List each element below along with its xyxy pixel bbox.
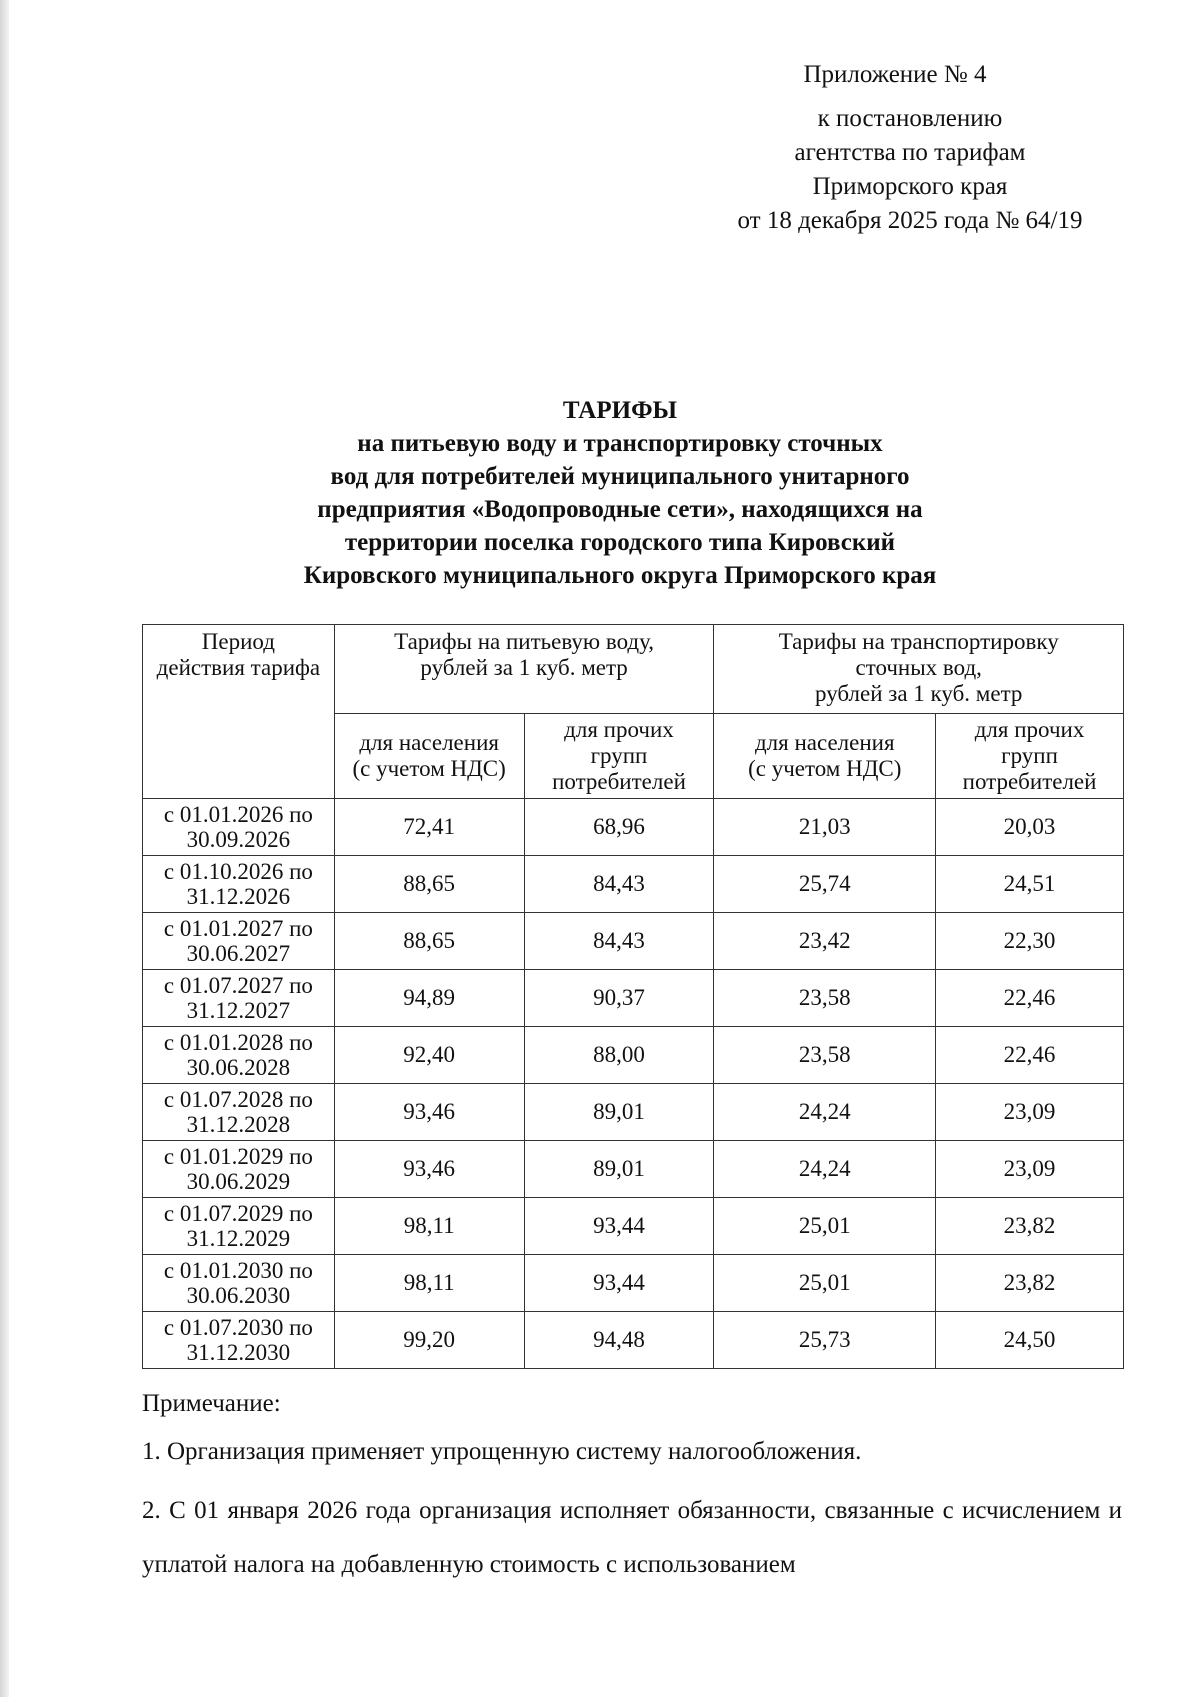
tariffs-table bbox=[142, 624, 1124, 1369]
subheader-other: для прочих групп потребителей bbox=[524, 714, 714, 799]
header-period: Период действия тарифа bbox=[143, 625, 335, 799]
appendix-line: агентства по тарифам bbox=[794, 139, 1026, 166]
header-drinking-water: Тарифы на питьевую воду, рублей за 1 куб. метр bbox=[334, 625, 714, 714]
tariff-cell: 23,58 bbox=[714, 1027, 936, 1084]
subheader-other: для прочих групп потребителей bbox=[936, 714, 1124, 799]
title-line: вод для потребителей муниципального унитарного bbox=[330, 463, 910, 490]
table-row bbox=[143, 1255, 1124, 1312]
tariff-cell: 25,74 bbox=[714, 856, 936, 913]
notes-heading: Примечание: bbox=[142, 1390, 281, 1417]
table-row bbox=[143, 1027, 1124, 1084]
appendix-line: к постановлению bbox=[817, 105, 1003, 132]
tariff-cell: 22,46 bbox=[936, 970, 1124, 1027]
scan-edge bbox=[0, 0, 9, 1697]
tariff-cell: 89,01 bbox=[524, 1084, 714, 1141]
tariff-cell: 22,30 bbox=[936, 913, 1124, 970]
tariff-cell: 90,37 bbox=[524, 970, 714, 1027]
tariff-cell: 23,82 bbox=[936, 1255, 1124, 1312]
tariff-cell: 24,51 bbox=[936, 856, 1124, 913]
appendix-block bbox=[700, 58, 1120, 238]
tariff-cell: 84,43 bbox=[524, 913, 714, 970]
tariff-cell: 68,96 bbox=[524, 799, 714, 856]
appendix-number: Приложение № 4 bbox=[803, 61, 987, 88]
appendix-line: Приморского края bbox=[812, 173, 1008, 200]
table-row bbox=[143, 1198, 1124, 1255]
table-row bbox=[143, 1141, 1124, 1198]
period-cell: с 01.01.2026 по 30.09.2026 bbox=[143, 799, 335, 856]
tariff-cell: 23,58 bbox=[714, 970, 936, 1027]
title-line: территории поселка городского типа Кировский bbox=[344, 529, 896, 556]
tariff-cell: 72,41 bbox=[334, 799, 524, 856]
table-row bbox=[143, 1084, 1124, 1141]
tariff-cell: 25,01 bbox=[714, 1255, 936, 1312]
tariff-cell: 25,73 bbox=[714, 1312, 936, 1369]
tariff-cell: 25,01 bbox=[714, 1198, 936, 1255]
period-cell: с 01.07.2028 по 31.12.2028 bbox=[143, 1084, 335, 1141]
table-row bbox=[143, 1312, 1124, 1369]
period-cell: с 01.10.2026 по 31.12.2026 bbox=[143, 856, 335, 913]
tariff-cell: 22,46 bbox=[936, 1027, 1124, 1084]
tariff-cell: 99,20 bbox=[334, 1312, 524, 1369]
tariff-cell: 98,11 bbox=[334, 1255, 524, 1312]
tariff-cell: 21,03 bbox=[714, 799, 936, 856]
tariff-cell: 23,82 bbox=[936, 1198, 1124, 1255]
tariff-cell: 88,65 bbox=[334, 913, 524, 970]
header-sewage: Тарифы на транспортировку сточных вод, рублей за 1 куб. метр bbox=[714, 625, 1124, 714]
table-row bbox=[143, 913, 1124, 970]
tariff-cell: 24,24 bbox=[714, 1141, 936, 1198]
document-title bbox=[200, 394, 1040, 592]
title-line: на питьевую воду и транспортировку сточных bbox=[357, 430, 883, 457]
note-item: 1. Организация применяет упрощенную систему налогообложения. bbox=[142, 1438, 862, 1465]
tariff-cell: 24,50 bbox=[936, 1312, 1124, 1369]
tariff-cell: 24,24 bbox=[714, 1084, 936, 1141]
tariff-cell: 92,40 bbox=[334, 1027, 524, 1084]
tariff-cell: 94,89 bbox=[334, 970, 524, 1027]
period-cell: с 01.01.2028 по 30.06.2028 bbox=[143, 1027, 335, 1084]
tariff-cell: 94,48 bbox=[524, 1312, 714, 1369]
subheader-population: для населения (с учетом НДС) bbox=[714, 714, 936, 799]
tariff-cell: 23,09 bbox=[936, 1141, 1124, 1198]
tariff-cell: 93,44 bbox=[524, 1198, 714, 1255]
notes-section bbox=[142, 1390, 1122, 1592]
period-cell: с 01.01.2027 по 30.06.2027 bbox=[143, 913, 335, 970]
tariff-cell: 84,43 bbox=[524, 856, 714, 913]
tariff-cell: 93,46 bbox=[334, 1084, 524, 1141]
title-main: ТАРИФЫ bbox=[562, 397, 678, 424]
title-line: предприятия «Водопроводные сети», находящихся на bbox=[317, 496, 923, 523]
note-item: 2. С 01 января 2026 года организация исполняет обязанности, связанные с исчислением и уплатой налога на добавленную стоимость с использованием bbox=[142, 1497, 1122, 1578]
tariff-cell: 93,44 bbox=[524, 1255, 714, 1312]
period-cell: с 01.01.2029 по 30.06.2029 bbox=[143, 1141, 335, 1198]
tariff-cell: 20,03 bbox=[936, 799, 1124, 856]
table-row bbox=[143, 856, 1124, 913]
table-row bbox=[143, 799, 1124, 856]
subheader-population: для населения (с учетом НДС) bbox=[334, 714, 524, 799]
appendix-line: от 18 декабря 2025 года № 64/19 bbox=[737, 207, 1083, 234]
period-cell: с 01.01.2030 по 30.06.2030 bbox=[143, 1255, 335, 1312]
title-line: Кировского муниципального округа Приморского края bbox=[303, 562, 937, 589]
period-cell: с 01.07.2030 по 31.12.2030 bbox=[143, 1312, 335, 1369]
tariff-cell: 23,42 bbox=[714, 913, 936, 970]
tariff-cell: 88,00 bbox=[524, 1027, 714, 1084]
tariff-cell: 98,11 bbox=[334, 1198, 524, 1255]
period-cell: с 01.07.2029 по 31.12.2029 bbox=[143, 1198, 335, 1255]
period-cell: с 01.07.2027 по 31.12.2027 bbox=[143, 970, 335, 1027]
tariff-cell: 88,65 bbox=[334, 856, 524, 913]
table-row bbox=[143, 970, 1124, 1027]
tariff-cell: 89,01 bbox=[524, 1141, 714, 1198]
tariff-cell: 23,09 bbox=[936, 1084, 1124, 1141]
tariff-cell: 93,46 bbox=[334, 1141, 524, 1198]
